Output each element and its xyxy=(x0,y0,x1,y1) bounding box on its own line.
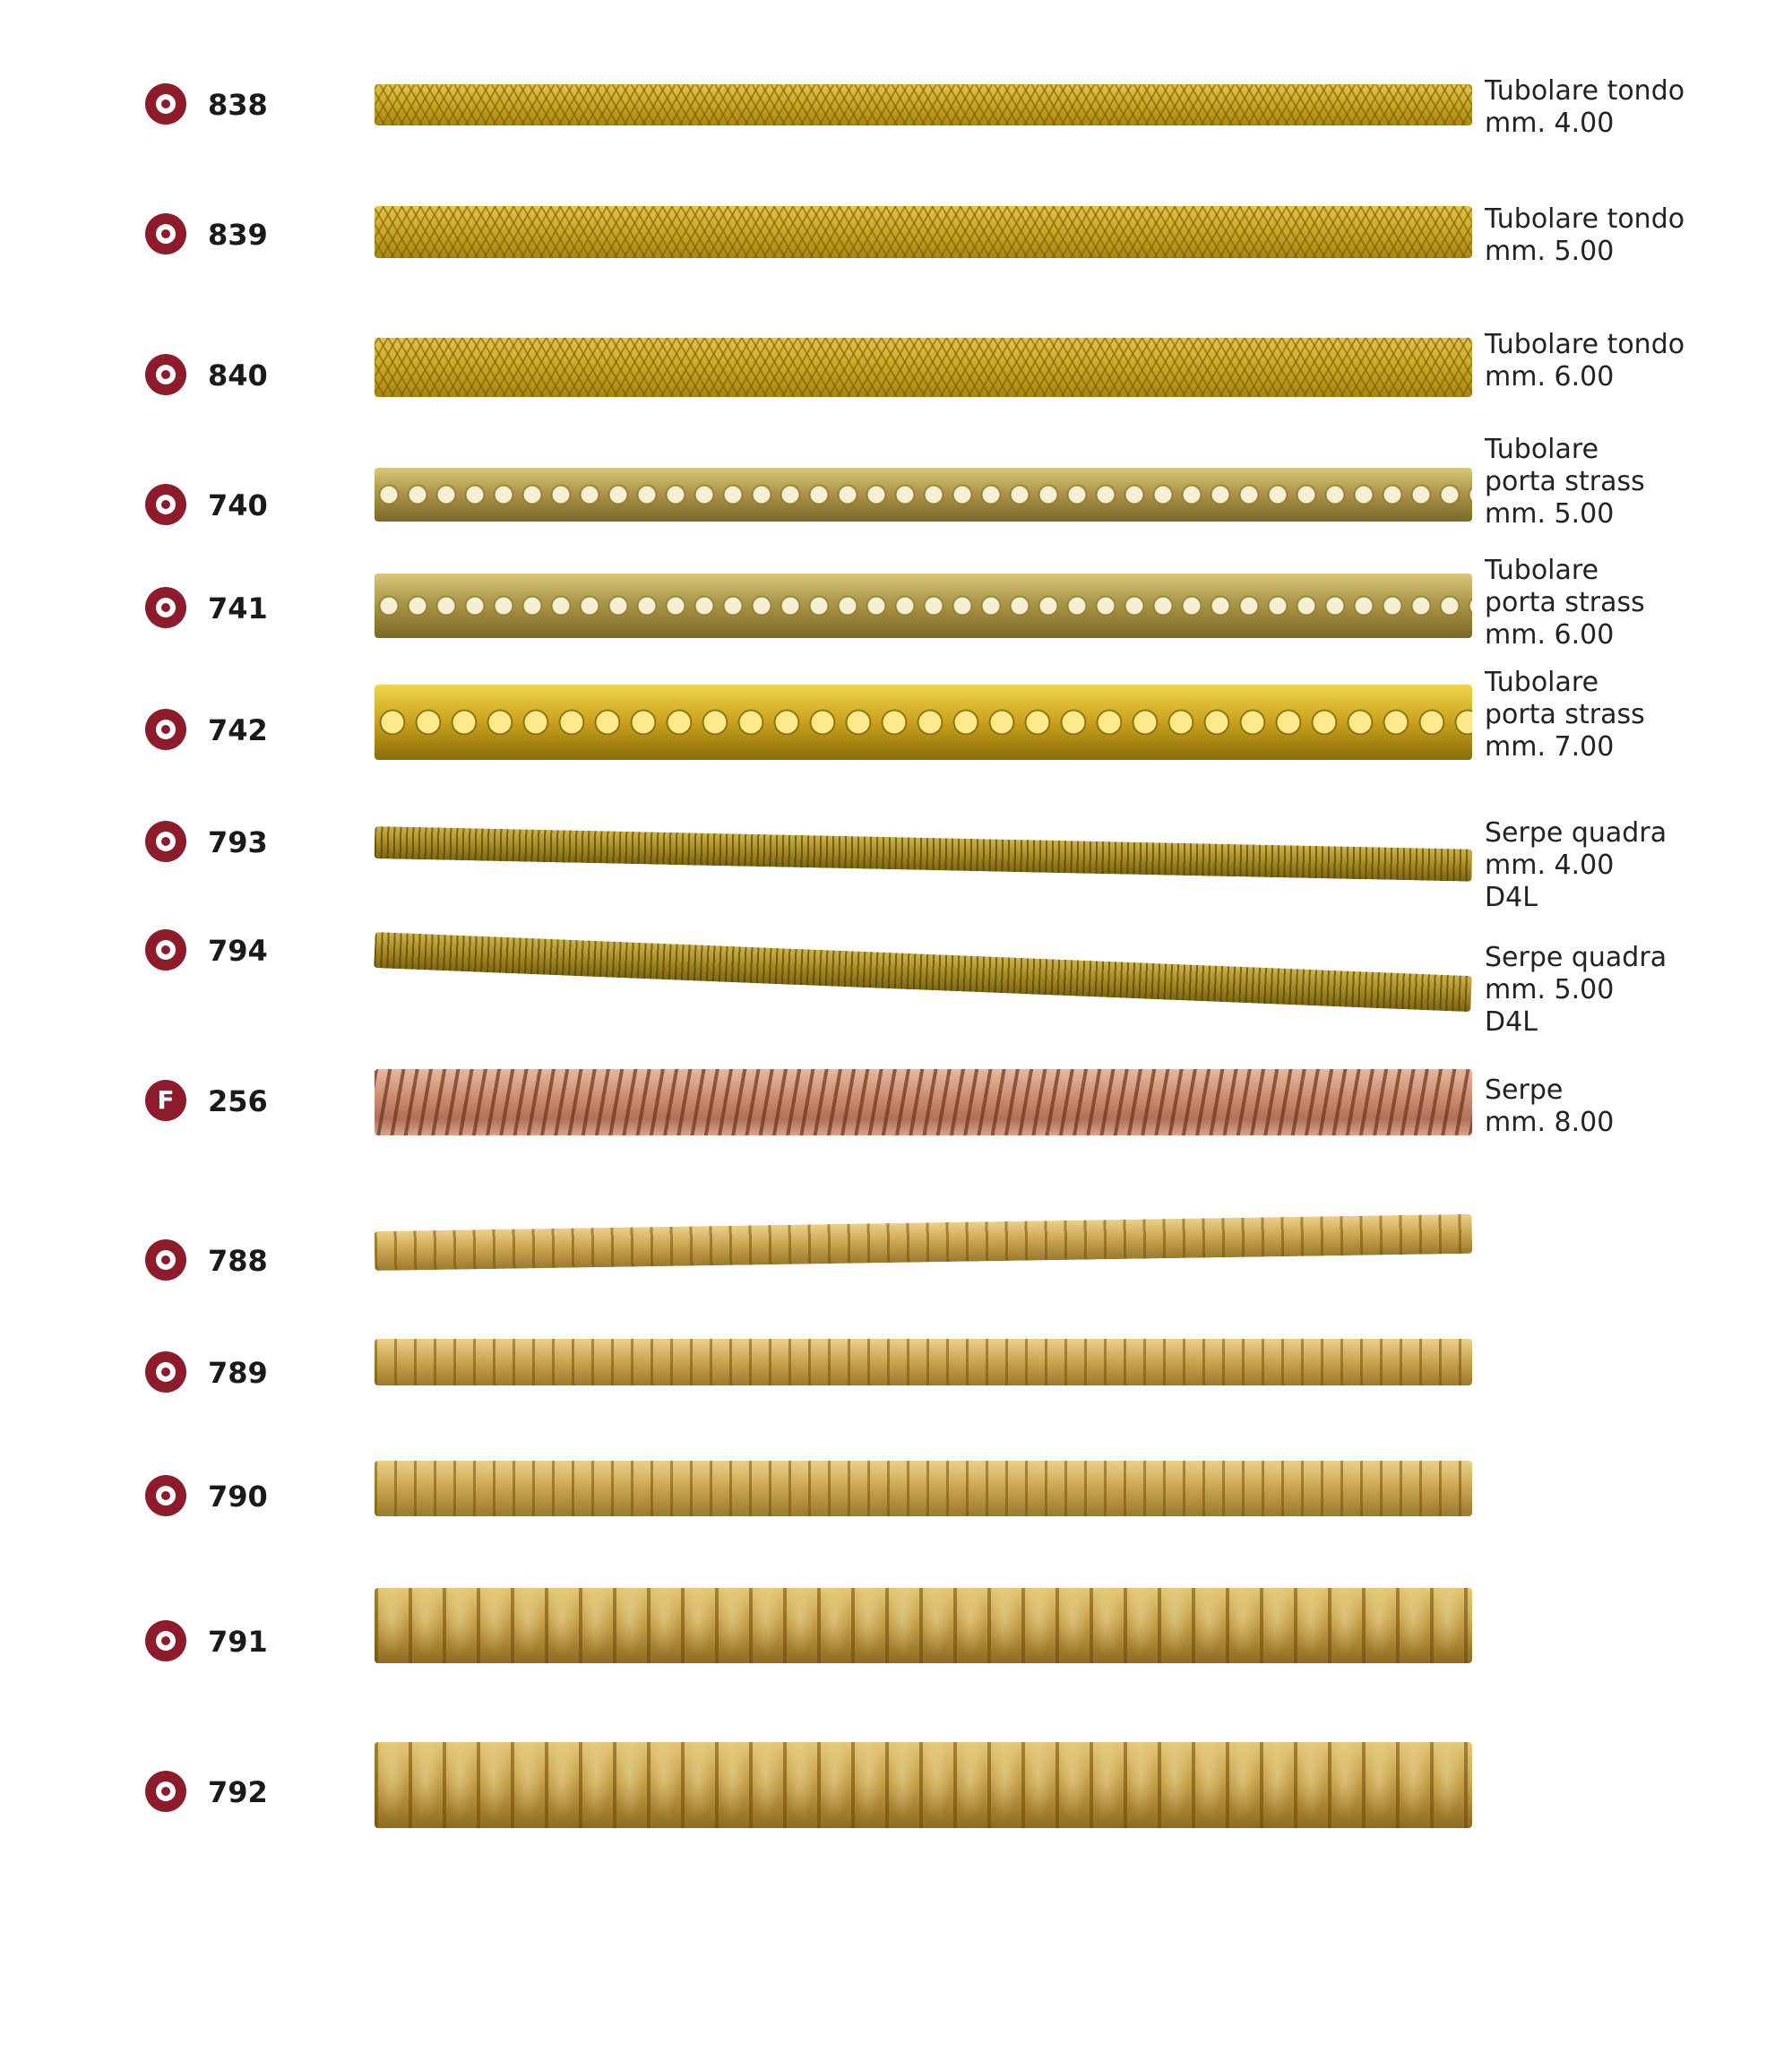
chain-image xyxy=(375,574,1472,638)
product-description: Tubolare tondo mm. 4.00 xyxy=(1485,75,1685,139)
product-code: 256 xyxy=(208,1084,268,1118)
product-code: 838 xyxy=(208,88,268,122)
product-code: 839 xyxy=(208,218,268,252)
product-code: 793 xyxy=(208,825,268,859)
product-code: 788 xyxy=(208,1244,268,1278)
ring-badge-icon xyxy=(145,1475,186,1516)
chain-image xyxy=(375,1742,1472,1828)
ring-badge-icon xyxy=(145,587,186,628)
chain-image xyxy=(375,1339,1472,1385)
badge-letter: F xyxy=(157,1085,175,1115)
product-code: 790 xyxy=(208,1480,268,1514)
product-description: Tubolare porta strass mm. 7.00 xyxy=(1485,667,1645,763)
ring-badge-icon xyxy=(145,1771,186,1812)
product-description: Tubolare porta strass mm. 5.00 xyxy=(1485,434,1645,530)
product-code: 791 xyxy=(208,1625,268,1659)
chain-image xyxy=(375,338,1472,397)
ring-badge-icon xyxy=(145,1239,186,1281)
product-description: Serpe quadra mm. 5.00 D4L xyxy=(1485,942,1667,1038)
chain-image xyxy=(375,206,1472,258)
product-code: 741 xyxy=(208,591,268,626)
product-description: Tubolare porta strass mm. 6.00 xyxy=(1485,555,1645,651)
product-description: Serpe quadra mm. 4.00 D4L xyxy=(1485,817,1667,913)
ring-badge-icon xyxy=(145,929,186,971)
product-description: Tubolare tondo mm. 6.00 xyxy=(1485,329,1685,393)
chain-image xyxy=(375,1461,1472,1516)
chain-image xyxy=(375,1069,1472,1135)
chain-image xyxy=(375,1588,1472,1663)
chain-image xyxy=(374,932,1472,1012)
chain-image xyxy=(375,1214,1473,1271)
chain-image xyxy=(375,826,1472,882)
ring-badge-icon xyxy=(145,354,186,395)
ring-badge-icon xyxy=(145,709,186,750)
product-description: Tubolare tondo mm. 5.00 xyxy=(1485,203,1685,267)
f-badge-icon xyxy=(145,1080,186,1121)
chain-image xyxy=(375,468,1472,522)
ring-badge-icon xyxy=(145,484,186,525)
ring-badge-icon xyxy=(145,83,186,125)
ring-badge-icon xyxy=(145,213,186,255)
ring-badge-icon xyxy=(145,1351,186,1393)
ring-badge-icon xyxy=(145,1620,186,1661)
product-description: Serpe mm. 8.00 xyxy=(1485,1074,1615,1138)
product-code: 792 xyxy=(208,1775,268,1809)
product-code: 840 xyxy=(208,358,268,393)
product-code: 740 xyxy=(208,488,268,522)
product-code: 794 xyxy=(208,934,268,968)
ring-badge-icon xyxy=(145,821,186,862)
product-code: 742 xyxy=(208,713,268,747)
chain-image xyxy=(375,685,1472,760)
product-code: 789 xyxy=(208,1356,268,1390)
chain-image xyxy=(375,84,1472,125)
